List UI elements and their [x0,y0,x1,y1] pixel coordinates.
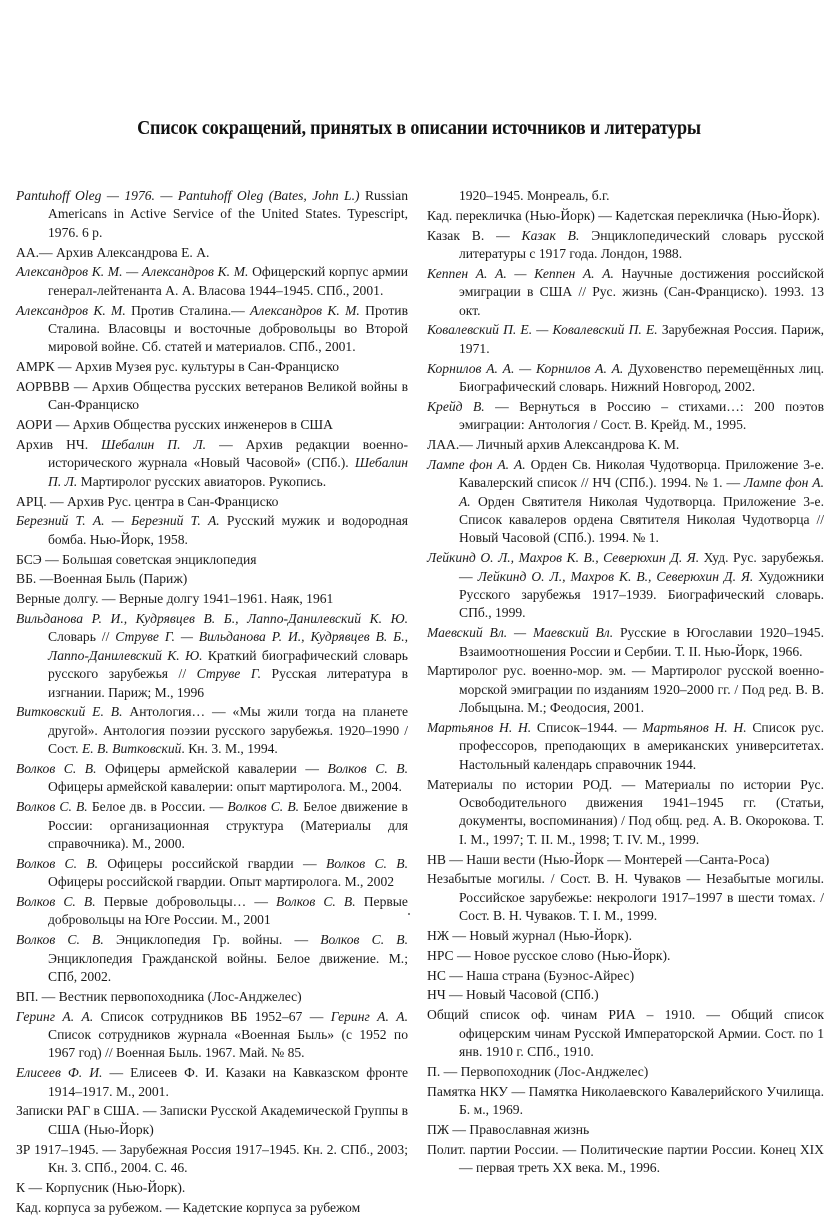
bibliography-entry [427,719,824,774]
entry-text: Незабытые могилы. / Сост. В. Н. Чуваков — Незабытые могилы. Российское зарубежье: некрологи 1917–1997 в шести томах. / Сост. В. Н. Чуваков. Т. I. М., 1999. [427,871,824,924]
bibliography-entry [16,416,408,434]
bibliography-entry [427,1121,824,1139]
entry-author-italic: Корнилов А. А. — Корнилов А. А. [427,360,624,376]
bibliography-entry [16,610,408,702]
entry-text: — Архив редакции военно-исторического журнала «Новый Часовой» (СПб.). [48,437,408,471]
bibliography-entry [427,1141,824,1178]
bibliography-entry [16,263,408,300]
entry-author-italic: Волков С. В. [327,761,408,777]
bibliography-entry [427,986,824,1004]
entry-text: Антология… — «Мы жили тогда на планете другой». Антология поэзии русского зарубежья. 1920–1990 / Сост. [48,704,408,757]
entry-author-italic: Pantuhoff Oleg — 1976. — Pantuhoff Oleg (Bates, John L.) [16,188,360,203]
entry-text: ПЖ — Православная жизнь [427,1121,590,1137]
bibliography-entry [16,1064,408,1101]
entry-text: Энциклопедический словарь русской литературы с 1917 года. Лондон, 1988. [459,227,824,261]
entry-text: Научные достижения российской эмиграции в США // Рус. жизнь (Сан-Франциско). 1993. 13 окт. [459,265,824,318]
entry-text: Первые добровольцы… — [95,894,277,910]
entry-author-italic: Александров К. М. [16,302,126,318]
entry-text: Белое движение в России: организационная структура (Материалы для справочника). М., 2000. [48,799,408,852]
entry-author-italic: Струве Г. — Вильданова Р. И., Кудрявцев В. Б., Лаппо-Данилевский К. Ю. [48,629,408,663]
entry-text: НЖ — Новый журнал (Нью-Йорк). [427,928,632,944]
entry-text: Офицеры армейской кавалерии: опыт мартиролога. М., 2004. [48,779,402,795]
bibliography-entry [16,1102,408,1139]
bibliography-entry [427,967,824,985]
entry-text: Зарубежная Россия. Париж, 1971. [459,322,824,356]
bibliography-entry [427,662,824,717]
entry-author-italic: Волков С. В. [276,894,356,910]
entry-text: Против Сталина.— [125,302,251,318]
bibliography-entry [427,456,824,548]
bibliography-entry [427,227,824,264]
entry-text: Записки РАГ в США. — Записки Русской Академической Группы в США (Нью-Йорк) [16,1103,408,1137]
entry-author-italic: Ковалевский П. Е. — Ковалевский П. Е. [427,322,658,338]
entry-author-italic: Волков С. В. [16,932,104,948]
bibliography-entry [427,624,824,661]
entry-text: Духовенство перемещённых лиц. Биографический словарь. Нижний Новгород, 2002. [459,360,825,395]
entry-author-italic: Лейкинд О. Л., Махров К. В., Северюхин Д. Я. [477,568,754,584]
right-column-entries [427,207,824,1178]
entry-author-italic: Струве Г. [196,666,261,682]
entry-text: Кад. корпуса за рубежом. — Кадетские корпуса за рубежом [16,1199,361,1215]
entry-text: Полит. партии России. — Политические партии России. Конец XIX — первая треть XX века. М., 1996. [427,1141,824,1176]
entry-author-italic: Мартьянов Н. Н. [427,720,532,736]
bibliography-entry [427,947,824,965]
entry-text: Список сотрудников журнала «Военная Быль» (с 1952 по 1967 год) // Военная Быль. 1967. Май. № 85. [48,1027,408,1061]
entry-author-italic: Шебалин П. Л. [101,437,207,453]
right-column [427,187,824,1179]
entry-author-italic: Волков С. В. [320,932,408,948]
entry-author-italic: Маевский Вл. — Маевский Вл. [427,625,614,641]
entry-author-italic: Лампе фон А. А. [459,475,824,509]
entry-text: . Кн. 3. М., 1994. [181,741,278,757]
entry-text: Russian Americans in Active Service of the United States. Typescript, 1976. 6 p. [48,188,409,240]
bibliography-entry [427,1063,824,1081]
entry-author-italic: Казак В. [521,227,580,243]
entry-text: К — Корпусник (Нью-Йорк). [16,1179,186,1195]
entry-text: Энциклопедия Гр. войны. — [103,932,321,948]
bibliography-entry [427,776,824,850]
scan-speck [408,913,410,915]
bibliography-entry [16,512,408,549]
entry-text: П. — Первопоходник (Лос-Анджелес) [427,1063,649,1079]
entry-text: Список сотрудников ВБ 1952–67 — [93,1008,331,1024]
bibliography-entry [16,798,408,853]
entry-author-italic: Елисеев Ф. И. [16,1065,103,1081]
entry-author-italic: Волков С. В. [16,894,96,910]
bibliography-entry [427,1083,824,1120]
bibliography-entry [16,187,408,242]
bibliography-entry [427,265,824,320]
bibliography-entry [16,1141,408,1178]
entry-author-italic: Лейкинд О. Л., Махров К. В., Северюхин Д. Я. [427,550,700,566]
page-title: Список сокращений, принятых в описании источников и литературы [137,118,701,139]
entry-author-italic: Лампе фон А. А. [427,456,526,472]
entry-text: АОРВВВ — Архив Общества русских ветеранов Великой войны в Сан-Франциско [16,379,408,413]
bibliography-entry [427,360,824,397]
bibliography-entry [16,378,408,415]
bibliography-entry [16,1199,408,1217]
bibliography-entry [427,398,824,435]
bibliography-entry [427,321,824,358]
bibliography-entry [16,302,408,357]
entry-text: АМРК — Архив Музея рус. культуры в Сан-Франциско [16,359,340,375]
entry-author-italic: Волков С. В. [16,855,99,871]
entry-author-italic: Березний Т. А. — Березний Т. А. [16,513,220,529]
entry-text: Верные долгу. — Верные долгу 1941–1961. Наяк, 1961 [16,591,334,607]
entry-text: Словарь // [48,629,116,645]
entry-text: АОРИ — Архив Общества русских инженеров в США [16,417,333,433]
bibliography-entry [16,590,408,608]
entry-text: Орден Святителя Николая Чудотворца. Приложение 3-е. Список кавалеров ордена Святителя Николая Чудотворца // Новый Часовой (СПб.). 1994. № 1. [459,493,824,546]
entry-text: Мартиролог рус. военно-мор. эм. — Мартиролог русской военно-морской эмиграции по изданиям 1920–2000 гг. / Под ред. В. В. Лобыцына. М.; Феодосия, 2001. [427,663,824,716]
entry-text: Русский мужик и водородная бомба. Нью-Йорк, 1958. [48,513,408,547]
entry-text: Общий список оф. чинам РИА – 1910. — Общий список офицерским чинам Русской Императорской Армии. Сост. по 1 янв. 1910 г. СПб., 1910. [427,1007,824,1060]
entry-author-italic: Витковский Е. В. [16,704,123,720]
bibliography-entry [16,703,408,758]
entry-text: АА.— Архив Александрова Е. А. [16,244,210,260]
entry-author-italic: Александров К. М. — Александров К. М. [16,264,249,280]
bibliography-entry [427,549,824,623]
bibliography-entry [427,207,824,225]
entry-text: Офицеры армейской кавалерии — [96,761,328,777]
entry-text: ВБ. —Военная Быль (Париж) [16,571,188,587]
entry-text: ЗР 1917–1945. — Зарубежная Россия 1917–1945. Кн. 2. СПб., 2003; Кн. 3. СПб., 2004. С. 46. [16,1141,408,1176]
bibliography-entry [16,1179,408,1197]
entry-text: Казак В. — [427,227,522,243]
bibliography-entry [16,493,408,511]
entry-text: Против Сталина. Власовцы и восточные добровольцы во Второй мировой войне. Сб. статей и материалов. СПб., 2001. [48,302,408,355]
bibliography-entry [427,436,824,454]
bibliography-entry [427,1006,824,1061]
bibliography-entry [16,855,408,892]
bibliography-entry [16,893,408,930]
entry-text: Первые добровольцы на Юге России. М., 2001 [48,894,408,928]
entry-text: Список–1944. — [531,720,643,736]
entry-text: 1920–1945. Монреаль, б.г. [459,188,610,203]
entry-text: Краткий биографический словарь русского зарубежья // [48,647,408,682]
bibliography-entry [16,931,408,986]
entry-text: НВ — Наши вести (Нью-Йорк — Монтерей —Санта-Роса) [427,851,770,867]
entry-author-italic: Геринг А. А. [330,1008,408,1024]
entry-text: ЛАА.— Личный архив Александрова К. М. [427,437,680,453]
entry-text: Офицеры российской гвардии. Опыт мартиролога. М., 2002 [48,874,395,890]
left-column [16,187,408,1218]
entry-text: Кад. перекличка (Нью-Йорк) — Кадетская перекличка (Нью-Йорк). [427,207,820,223]
bibliography-entry [16,436,408,491]
entry-text: НЧ — Новый Часовой (СПб.) [427,987,599,1003]
entry-text: Список рус. профессоров, преподающих в американских университетах. Настольный календарь справочник 1944. [459,720,824,772]
entry-text: — Елисеев Ф. И. Казаки на Кавказском фронте 1914–1917. М., 2001. [48,1065,408,1099]
entry-author-italic: Александров К. М. [250,302,360,318]
entry-text: АРЦ. — Архив Рус. центра в Сан-Франциско [16,493,279,509]
entry-text: БСЭ — Большая советская энциклопедия [16,551,257,567]
entry-text: Белое дв. в России. — [87,799,228,815]
entry-text: Офицерский корпус армии генерал-лейтенанта А. А. Власова 1944–1945. СПб., 2001. [48,264,408,298]
bibliography-entry [16,551,408,569]
entry-text: Русские в Югославии 1920–1945. Взаимоотношения России и Сербии. Т. II. Нью-Йорк, 1966. [459,625,824,659]
bibliography-entry [16,1008,408,1063]
entry-author-italic: Кеппен А. А. — Кеппен А. А. [427,265,614,281]
entry-author-italic: Крейд В. [427,398,485,414]
entry-text: Архив НЧ. [16,437,102,453]
bibliography-entry [427,870,824,925]
entry-text: ВП. — Вестник первопоходника (Лос-Анджелес) [16,988,302,1004]
entry-author-italic: Волков С. В. [325,855,408,871]
bibliography-entry [16,358,408,376]
entry-text: — Вернуться в Россию – стихами…: 200 поэтов эмиграции: Антология / Сост. В. Крейд. М., 1995. [459,398,824,433]
entry-text: Материалы по истории РОД. — Материалы по истории Рус. Освободительного движения 1941–1945 гг. (Статьи, документы, воспоминания) / Под общ. ред. А. В. Окорокова. Т. I. М., 1997; Т. II. М., 1998; Т. IV. М., 1999. [427,776,824,847]
bibliography-entry [427,851,824,869]
entry-author-italic: Е. В. Витковский [81,741,182,757]
entry-text: Офицеры российской гвардии — [98,855,326,871]
entry-author-italic: Волков С. В. [227,799,300,815]
bibliography-entry [427,927,824,945]
entry-author-italic: Волков С. В. [16,799,88,815]
bibliography-entry [16,988,408,1006]
entry-author-italic: Геринг А. А. [16,1008,94,1024]
entry-author-italic: Вильданова Р. И., Кудрявцев В. Б., Лаппо-Данилевский К. Ю. [16,611,408,627]
entry-text: Памятка НКУ — Памятка Николаевского Кавалерийского Училища. Б. м., 1969. [427,1083,824,1118]
entry-text: Художники Русского зарубежья 1917–1939. Биографический словарь. СПб., 1999. [459,568,825,621]
entry-text: Худ. Рус. зарубежья. — [459,550,824,584]
entry-text: Энциклопедия Гражданской войны. Белое движение. М.; СПб, 2002. [48,950,408,985]
entry-author-italic: Шебалин П. Л. [48,455,408,489]
entry-text: Орден Св. Николая Чудотворца. Приложение 3-е. Кавалерский список // НЧ (СПб.). 1994. № 1. — [459,456,825,491]
bibliography-entry [16,760,408,797]
entry-text: НС — Наша страна (Буэнос-Айрес) [427,967,635,983]
bibliography-entry [16,570,408,588]
bibliography-entry [16,244,408,262]
entry-author-italic: Мартьянов Н. Н. [642,720,747,736]
entry-author-italic: Волков С. В. [16,761,97,777]
entry-continuation [427,187,824,205]
entry-text: Русская литература в изгнании. Париж; М., 1996 [48,666,409,700]
entry-text: Мартиролог русских авиаторов. Рукопись. [77,473,327,489]
entry-text: НРС — Новое русское слово (Нью-Йорк). [427,947,671,963]
